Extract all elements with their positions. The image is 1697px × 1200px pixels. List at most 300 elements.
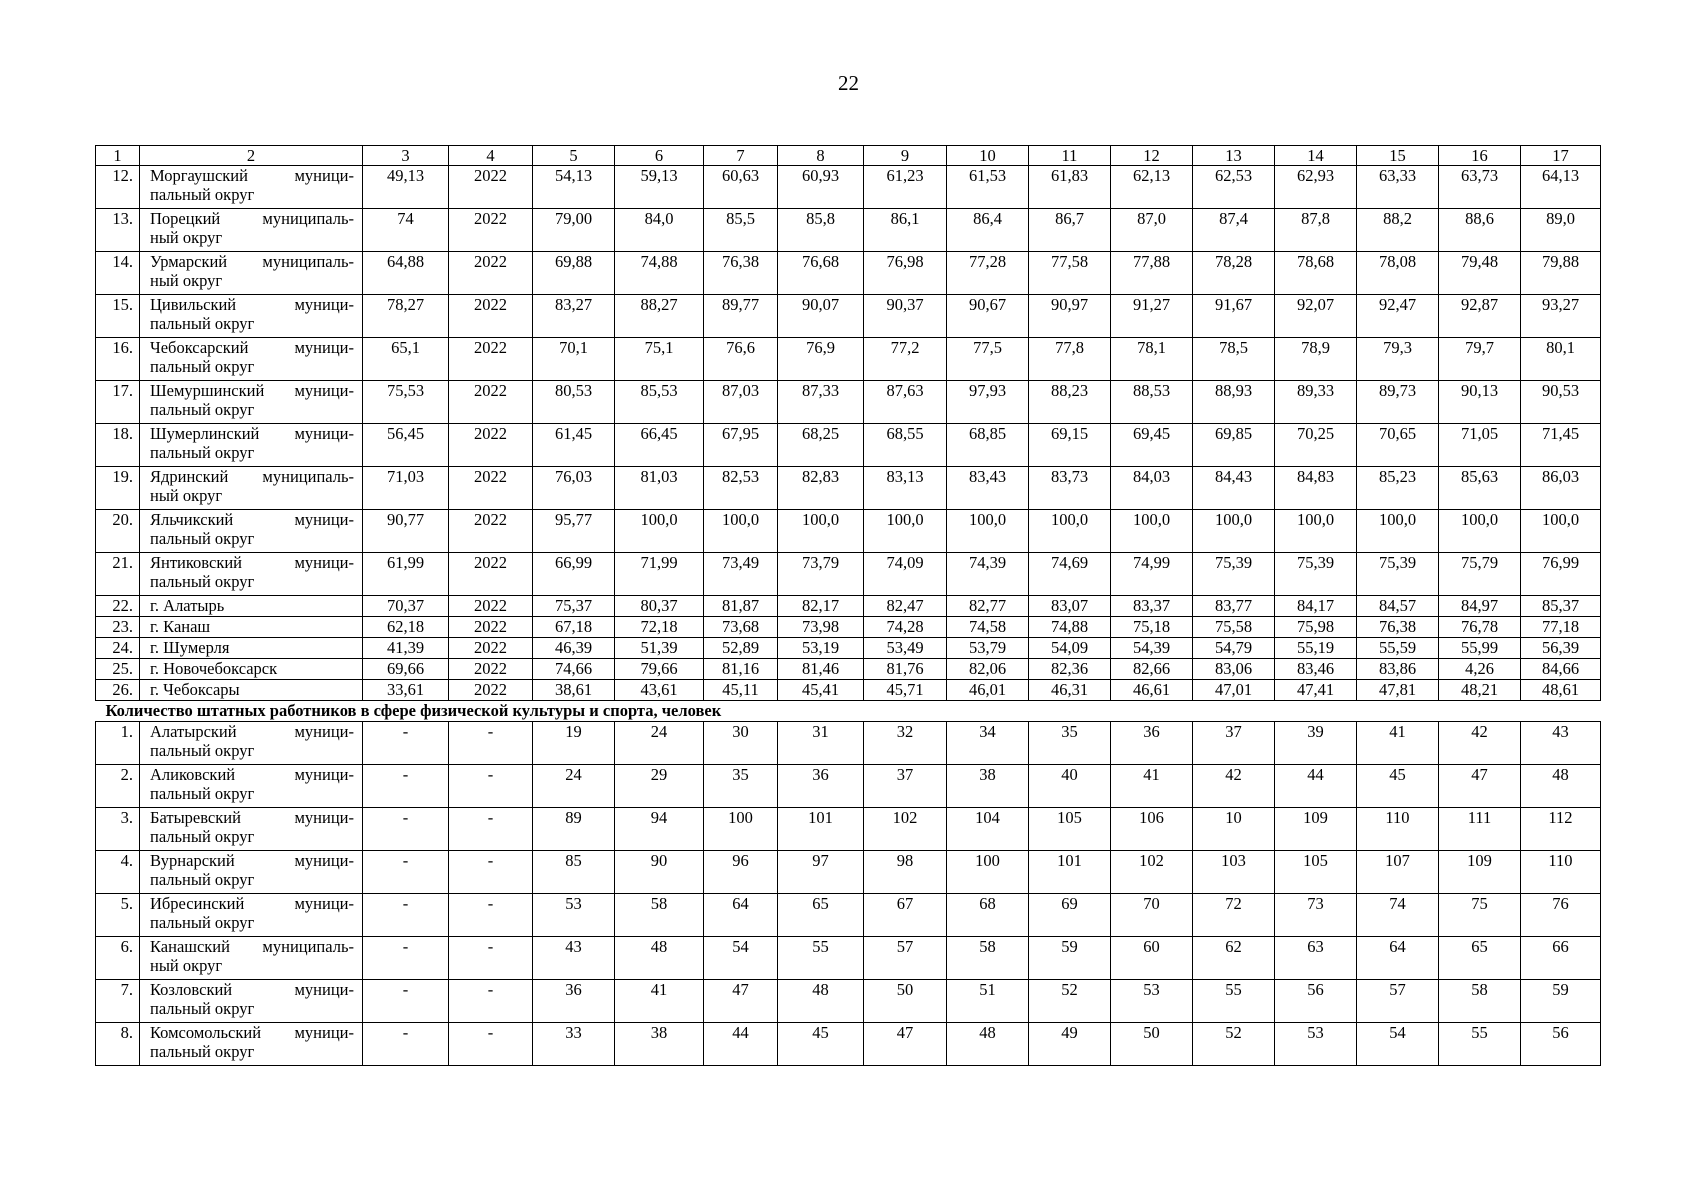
value-cell: 57 [1357, 980, 1439, 1023]
municipality-name [140, 295, 363, 338]
column-number: 8 [778, 146, 864, 166]
value-cell: 81,46 [778, 659, 864, 680]
value-cell: 100,0 [947, 510, 1029, 553]
table-row [96, 937, 1601, 980]
value-cell: 42 [1193, 765, 1275, 808]
value-cell: - [449, 808, 533, 851]
table-row [96, 617, 1601, 638]
value-cell: 80,37 [615, 596, 704, 617]
municipality-name-line: г. Алатырь [150, 596, 225, 615]
data-table [95, 145, 1601, 1066]
municipality-name-line: Янтиковский муници- [150, 553, 354, 572]
value-cell: 41 [1357, 722, 1439, 765]
municipality-name [140, 980, 363, 1023]
column-number: 14 [1275, 146, 1357, 166]
row-number: 18. [96, 424, 140, 467]
value-cell: - [449, 980, 533, 1023]
municipality-name-line: пальный округ [150, 1042, 255, 1061]
value-cell: 69,15 [1029, 424, 1111, 467]
municipality-name [140, 510, 363, 553]
value-cell: 73,79 [778, 553, 864, 596]
section-row [96, 701, 1601, 722]
value-cell: 75,39 [1357, 553, 1439, 596]
value-cell: 74,99 [1111, 553, 1193, 596]
value-cell: - [363, 765, 449, 808]
value-cell: 54,09 [1029, 638, 1111, 659]
value-cell: 60 [1111, 937, 1193, 980]
value-cell: 55 [1193, 980, 1275, 1023]
row-number: 12. [96, 166, 140, 209]
value-cell: 88,53 [1111, 381, 1193, 424]
page-number: 22 [838, 71, 859, 95]
value-cell: 95,77 [533, 510, 615, 553]
table-row [96, 659, 1601, 680]
value-cell: 109 [1439, 851, 1521, 894]
value-cell: 67,95 [704, 424, 778, 467]
value-cell: 86,4 [947, 209, 1029, 252]
row-number: 16. [96, 338, 140, 381]
value-cell: 85,5 [704, 209, 778, 252]
municipality-name [140, 851, 363, 894]
value-cell: 90 [615, 851, 704, 894]
value-cell: 31 [778, 722, 864, 765]
value-cell: 92,87 [1439, 295, 1521, 338]
value-cell: 79,3 [1357, 338, 1439, 381]
value-cell: 70,37 [363, 596, 449, 617]
value-cell: 74,66 [533, 659, 615, 680]
table-row [96, 596, 1601, 617]
value-cell: 41 [1111, 765, 1193, 808]
municipality-name-line: пальный округ [150, 572, 255, 591]
column-number: 3 [363, 146, 449, 166]
municipality-name [140, 808, 363, 851]
table-row [96, 381, 1601, 424]
value-cell: 55,59 [1357, 638, 1439, 659]
value-cell: 48,21 [1439, 680, 1521, 701]
value-cell: 2022 [449, 617, 533, 638]
value-cell: 89,73 [1357, 381, 1439, 424]
municipality-name-line: Цивильский муници- [150, 295, 354, 314]
value-cell: - [363, 722, 449, 765]
value-cell: 83,27 [533, 295, 615, 338]
row-number: 22. [96, 596, 140, 617]
value-cell: 83,43 [947, 467, 1029, 510]
row-number: 7. [96, 980, 140, 1023]
value-cell: 80,1 [1521, 338, 1601, 381]
value-cell: 45,11 [704, 680, 778, 701]
value-cell: 64,88 [363, 252, 449, 295]
value-cell: 2022 [449, 467, 533, 510]
value-cell: 30 [704, 722, 778, 765]
municipality-name [140, 617, 363, 638]
value-cell: 73,68 [704, 617, 778, 638]
municipality-name-line: пальный округ [150, 400, 255, 419]
value-cell: 2022 [449, 659, 533, 680]
value-cell: 61,99 [363, 553, 449, 596]
value-cell: 97 [778, 851, 864, 894]
table-row [96, 638, 1601, 659]
value-cell: 75,79 [1439, 553, 1521, 596]
value-cell: 100,0 [1357, 510, 1439, 553]
value-cell: 33,61 [363, 680, 449, 701]
value-cell: 45 [778, 1023, 864, 1066]
value-cell: 100 [704, 808, 778, 851]
value-cell: - [363, 851, 449, 894]
value-cell: 2022 [449, 381, 533, 424]
value-cell: 36 [1111, 722, 1193, 765]
value-cell: 77,8 [1029, 338, 1111, 381]
value-cell: 33 [533, 1023, 615, 1066]
municipality-name-line: ный округ [150, 271, 223, 290]
table-row [96, 424, 1601, 467]
municipality-name-line: пальный округ [150, 357, 255, 376]
value-cell: 53 [1111, 980, 1193, 1023]
value-cell: 47,01 [1193, 680, 1275, 701]
row-number: 15. [96, 295, 140, 338]
value-cell: 100,0 [1193, 510, 1275, 553]
value-cell: 43 [533, 937, 615, 980]
value-cell: 41 [615, 980, 704, 1023]
municipality-name-line: Алатырский муници- [150, 722, 354, 741]
value-cell: 47,81 [1357, 680, 1439, 701]
value-cell: 49 [1029, 1023, 1111, 1066]
value-cell: 88,23 [1029, 381, 1111, 424]
value-cell: 77,88 [1111, 252, 1193, 295]
value-cell: 90,53 [1521, 381, 1601, 424]
value-cell: 34 [947, 722, 1029, 765]
value-cell: 78,08 [1357, 252, 1439, 295]
value-cell: 75,39 [1275, 553, 1357, 596]
municipality-name [140, 553, 363, 596]
value-cell: 66,45 [615, 424, 704, 467]
column-number: 5 [533, 146, 615, 166]
value-cell: 90,13 [1439, 381, 1521, 424]
municipality-name-line: ный округ [150, 486, 223, 505]
row-number: 19. [96, 467, 140, 510]
value-cell: 54 [1357, 1023, 1439, 1066]
value-cell: 67,18 [533, 617, 615, 638]
value-cell: 105 [1029, 808, 1111, 851]
value-cell: 84,83 [1275, 467, 1357, 510]
row-number: 23. [96, 617, 140, 638]
value-cell: 66 [1521, 937, 1601, 980]
value-cell: 104 [947, 808, 1029, 851]
value-cell: 52 [1193, 1023, 1275, 1066]
value-cell: 85 [533, 851, 615, 894]
value-cell: 56 [1275, 980, 1357, 1023]
municipality-name [140, 424, 363, 467]
value-cell: 50 [864, 980, 947, 1023]
value-cell: 100,0 [1275, 510, 1357, 553]
value-cell: 75,98 [1275, 617, 1357, 638]
value-cell: 74,88 [1029, 617, 1111, 638]
value-cell: 62,18 [363, 617, 449, 638]
value-cell: 83,86 [1357, 659, 1439, 680]
value-cell: 96 [704, 851, 778, 894]
value-cell: 74,09 [864, 553, 947, 596]
value-cell: - [449, 851, 533, 894]
value-cell: 77,2 [864, 338, 947, 381]
value-cell: 76 [1521, 894, 1601, 937]
municipality-name [140, 638, 363, 659]
value-cell: 79,48 [1439, 252, 1521, 295]
value-cell: 101 [1029, 851, 1111, 894]
value-cell: 68,25 [778, 424, 864, 467]
value-cell: 70,65 [1357, 424, 1439, 467]
value-cell: 74,58 [947, 617, 1029, 638]
value-cell: 98 [864, 851, 947, 894]
value-cell: 58 [947, 937, 1029, 980]
municipality-name-line: Батыревский муници- [150, 808, 354, 827]
value-cell: 70 [1111, 894, 1193, 937]
municipality-name [140, 209, 363, 252]
value-cell: 78,28 [1193, 252, 1275, 295]
value-cell: - [449, 722, 533, 765]
value-cell: 4,26 [1439, 659, 1521, 680]
value-cell: 86,1 [864, 209, 947, 252]
municipality-name-line: ный округ [150, 228, 223, 247]
value-cell: 83,73 [1029, 467, 1111, 510]
value-cell: 62,93 [1275, 166, 1357, 209]
column-number: 2 [140, 146, 363, 166]
municipality-name [140, 381, 363, 424]
value-cell: 76,38 [1357, 617, 1439, 638]
value-cell: 87,03 [704, 381, 778, 424]
value-cell: 84,43 [1193, 467, 1275, 510]
value-cell: 100,0 [864, 510, 947, 553]
value-cell: 78,9 [1275, 338, 1357, 381]
value-cell: 88,93 [1193, 381, 1275, 424]
value-cell: 106 [1111, 808, 1193, 851]
column-number: 1 [96, 146, 140, 166]
table-row [96, 553, 1601, 596]
value-cell: 80,53 [533, 381, 615, 424]
value-cell: 46,61 [1111, 680, 1193, 701]
municipality-name [140, 252, 363, 295]
municipality-name-line: пальный округ [150, 784, 255, 803]
value-cell: 78,27 [363, 295, 449, 338]
municipality-name-line: Шумерлинский муници- [150, 424, 354, 443]
value-cell: 53,49 [864, 638, 947, 659]
value-cell: 100,0 [1029, 510, 1111, 553]
value-cell: 77,58 [1029, 252, 1111, 295]
value-cell: 69,88 [533, 252, 615, 295]
value-cell: 83,77 [1193, 596, 1275, 617]
value-cell: 64 [1357, 937, 1439, 980]
row-number: 8. [96, 1023, 140, 1066]
value-cell: 82,17 [778, 596, 864, 617]
municipality-name [140, 722, 363, 765]
value-cell: 60,93 [778, 166, 864, 209]
value-cell: 100,0 [1111, 510, 1193, 553]
value-cell: 90,37 [864, 295, 947, 338]
value-cell: 87,8 [1275, 209, 1357, 252]
value-cell: 109 [1275, 808, 1357, 851]
value-cell: 83,06 [1193, 659, 1275, 680]
table-row [96, 894, 1601, 937]
row-number: 14. [96, 252, 140, 295]
value-cell: 77,28 [947, 252, 1029, 295]
value-cell: 77,5 [947, 338, 1029, 381]
value-cell: 91,27 [1111, 295, 1193, 338]
value-cell: 48,61 [1521, 680, 1601, 701]
value-cell: 60,63 [704, 166, 778, 209]
value-cell: 110 [1357, 808, 1439, 851]
value-cell: 69,66 [363, 659, 449, 680]
table-row [96, 166, 1601, 209]
value-cell: - [449, 937, 533, 980]
value-cell: 88,2 [1357, 209, 1439, 252]
row-number: 5. [96, 894, 140, 937]
municipality-name-line: пальный округ [150, 529, 255, 548]
column-number: 12 [1111, 146, 1193, 166]
value-cell: 63,73 [1439, 166, 1521, 209]
value-cell: 48 [1521, 765, 1601, 808]
municipality-name-line: Урмарский муниципаль- [150, 252, 354, 271]
row-number: 4. [96, 851, 140, 894]
municipality-name-line: Чебоксарский муници- [150, 338, 354, 357]
value-cell: 101 [778, 808, 864, 851]
table-row [96, 851, 1601, 894]
value-cell: 82,53 [704, 467, 778, 510]
column-number: 13 [1193, 146, 1275, 166]
value-cell: 32 [864, 722, 947, 765]
value-cell: 75,53 [363, 381, 449, 424]
value-cell: 56,45 [363, 424, 449, 467]
row-number: 6. [96, 937, 140, 980]
value-cell: 103 [1193, 851, 1275, 894]
value-cell: 89,33 [1275, 381, 1357, 424]
value-cell: 79,7 [1439, 338, 1521, 381]
value-cell: 47 [1439, 765, 1521, 808]
value-cell: 89,77 [704, 295, 778, 338]
municipality-name [140, 467, 363, 510]
value-cell: 85,37 [1521, 596, 1601, 617]
value-cell: 53,19 [778, 638, 864, 659]
value-cell: 40 [1029, 765, 1111, 808]
value-cell: 79,88 [1521, 252, 1601, 295]
table-row [96, 808, 1601, 851]
column-number: 9 [864, 146, 947, 166]
value-cell: 90,67 [947, 295, 1029, 338]
value-cell: 88,27 [615, 295, 704, 338]
value-cell: 55 [1439, 1023, 1521, 1066]
value-cell: 90,97 [1029, 295, 1111, 338]
value-cell: 97,93 [947, 381, 1029, 424]
value-cell: 100,0 [615, 510, 704, 553]
value-cell: 68 [947, 894, 1029, 937]
value-cell: 73,98 [778, 617, 864, 638]
value-cell: 2022 [449, 252, 533, 295]
column-number: 16 [1439, 146, 1521, 166]
value-cell: 61,53 [947, 166, 1029, 209]
row-number: 3. [96, 808, 140, 851]
value-cell: 59 [1029, 937, 1111, 980]
value-cell: 74,69 [1029, 553, 1111, 596]
row-number: 1. [96, 722, 140, 765]
value-cell: 87,33 [778, 381, 864, 424]
value-cell: 66,99 [533, 553, 615, 596]
municipality-name-line: г. Новочебоксарск [150, 659, 278, 678]
table-row [96, 510, 1601, 553]
value-cell: 35 [704, 765, 778, 808]
value-cell: 102 [864, 808, 947, 851]
value-cell: 85,63 [1439, 467, 1521, 510]
value-cell: 94 [615, 808, 704, 851]
value-cell: 90,07 [778, 295, 864, 338]
value-cell: 76,03 [533, 467, 615, 510]
value-cell: 74,39 [947, 553, 1029, 596]
municipality-name-line: Моргаушский муници- [150, 166, 354, 185]
value-cell: 85,53 [615, 381, 704, 424]
municipality-name-line: Козловский муници- [150, 980, 354, 999]
value-cell: 87,0 [1111, 209, 1193, 252]
value-cell: 55 [778, 937, 864, 980]
municipality-name-line: пальный округ [150, 185, 255, 204]
column-number: 11 [1029, 146, 1111, 166]
value-cell: 38 [947, 765, 1029, 808]
value-cell: 61,83 [1029, 166, 1111, 209]
value-cell: 91,67 [1193, 295, 1275, 338]
value-cell: 2022 [449, 553, 533, 596]
value-cell: 2022 [449, 638, 533, 659]
value-cell: 43,61 [615, 680, 704, 701]
value-cell: 84,0 [615, 209, 704, 252]
value-cell: 46,31 [1029, 680, 1111, 701]
value-cell: 74,28 [864, 617, 947, 638]
value-cell: 78,5 [1193, 338, 1275, 381]
value-cell: 92,07 [1275, 295, 1357, 338]
value-cell: 87,4 [1193, 209, 1275, 252]
value-cell: 83,46 [1275, 659, 1357, 680]
municipality-name [140, 659, 363, 680]
value-cell: 77,18 [1521, 617, 1601, 638]
value-cell: 38,61 [533, 680, 615, 701]
value-cell: 55,19 [1275, 638, 1357, 659]
value-cell: 42 [1439, 722, 1521, 765]
municipality-name-line: пальный округ [150, 741, 255, 760]
value-cell: 75,1 [615, 338, 704, 381]
table-row [96, 295, 1601, 338]
value-cell: 35 [1029, 722, 1111, 765]
value-cell: 76,6 [704, 338, 778, 381]
table-row [96, 765, 1601, 808]
value-cell: 75,39 [1193, 553, 1275, 596]
value-cell: 75,58 [1193, 617, 1275, 638]
value-cell: 70,1 [533, 338, 615, 381]
value-cell: 74 [1357, 894, 1439, 937]
row-number: 17. [96, 381, 140, 424]
value-cell: 62 [1193, 937, 1275, 980]
value-cell: 87,63 [864, 381, 947, 424]
value-cell: 69,45 [1111, 424, 1193, 467]
value-cell: 37 [1193, 722, 1275, 765]
municipality-name-line: Яльчикский муници- [150, 510, 354, 529]
value-cell: 84,66 [1521, 659, 1601, 680]
value-cell: 83,37 [1111, 596, 1193, 617]
value-cell: 56,39 [1521, 638, 1601, 659]
value-cell: 84,57 [1357, 596, 1439, 617]
value-cell: 65,1 [363, 338, 449, 381]
municipality-name-line: Вурнарский муници- [150, 851, 354, 870]
value-cell: 107 [1357, 851, 1439, 894]
value-cell: 78,1 [1111, 338, 1193, 381]
value-cell: 10 [1193, 808, 1275, 851]
value-cell: 85,8 [778, 209, 864, 252]
row-number: 20. [96, 510, 140, 553]
municipality-name-line: Комсомольский муници- [150, 1023, 354, 1042]
value-cell: 41,39 [363, 638, 449, 659]
